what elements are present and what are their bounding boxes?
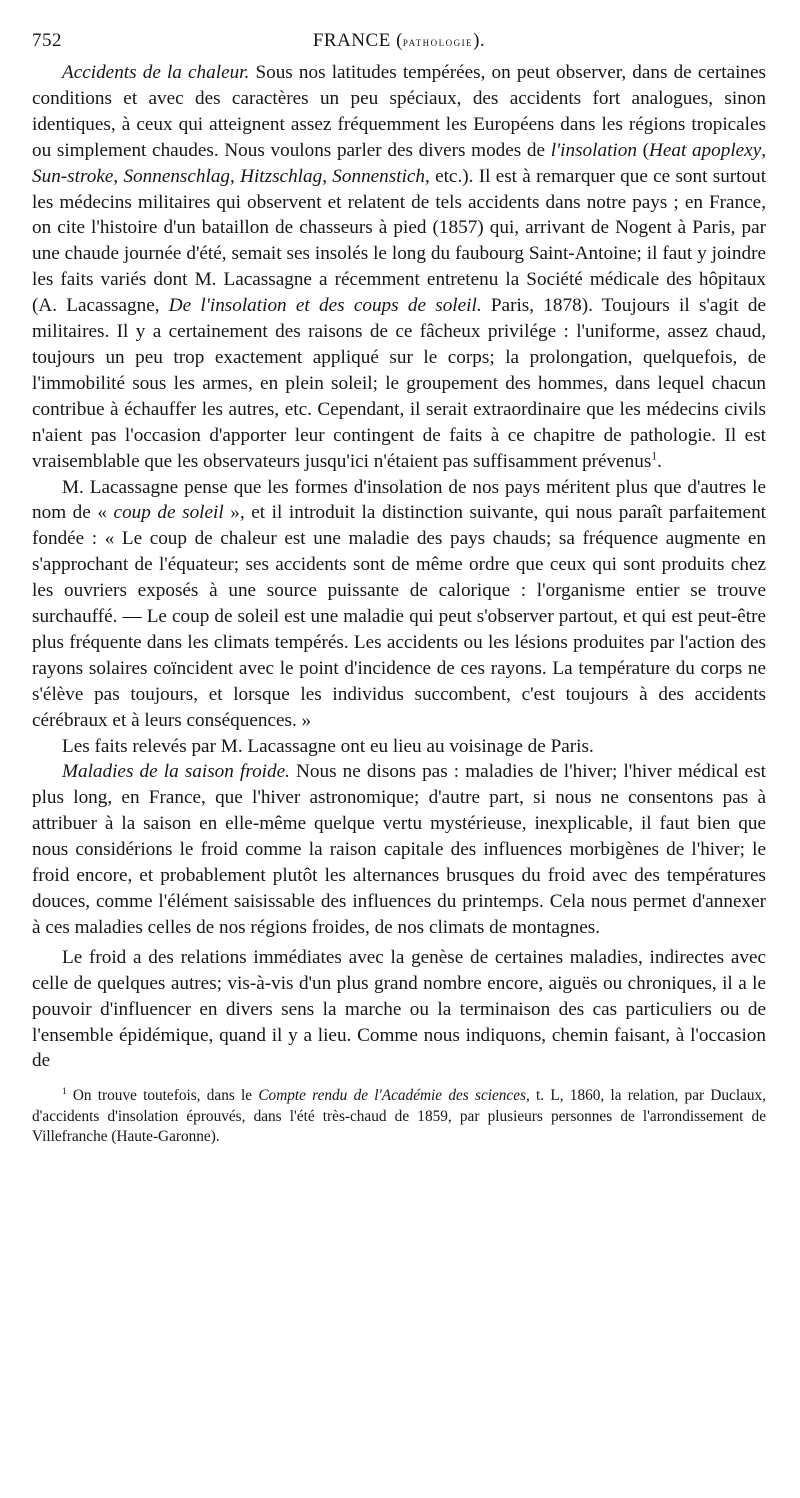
body-text bbox=[32, 60, 766, 1074]
text-run: , etc.). Il est à remarquer que ce sont surtout les médecins militaires qui observent et relatent de tels accidents dans notre pays ; en France, on cite l'histoire d'un bataillon de chasseurs à pied (1857) qui, arrivant de Nogent à Paris, par une chaude journée d'été, semait ses insolés le long du faubourg Saint-Antoine; il faut y joindre les faits variés dont M. Lacassagne a récemment entretenu la Société médicale des hôpitaux (A. Lacassagne, bbox=[32, 165, 767, 317]
footnote-marker: 1 bbox=[62, 1086, 67, 1097]
italic-run: Sonnenstich bbox=[332, 165, 426, 187]
italic-run: De l'insolation et des coups de soleil. bbox=[168, 295, 482, 317]
footnote bbox=[32, 1086, 766, 1148]
paragraph-heat-accidents bbox=[32, 60, 766, 475]
section-heading-heat: Accidents de la chaleur. bbox=[62, 62, 250, 83]
page-number: 752 bbox=[32, 30, 62, 51]
section-heading-cold: Maladies de la saison froide. bbox=[62, 761, 290, 783]
text-run: , bbox=[230, 165, 241, 187]
italic-run: coup de soleil bbox=[113, 502, 224, 524]
paragraph-faits bbox=[32, 734, 766, 760]
paragraph-froid bbox=[32, 945, 766, 1075]
text-run: , bbox=[322, 165, 333, 187]
text-run: , t. L, 1860, la relation, par Duclaux, d'accidents d'insolation éprouvés, dans l'été très-chaud de 1859, par plusieurs personnes de l'arrondissement de Villefranche (Haute-Garonne). bbox=[32, 1087, 766, 1146]
text-run: Les faits relevés par M. Lacassagne ont eu lieu au voisinage de Paris. bbox=[62, 735, 594, 757]
italic-run: Sun-stroke bbox=[32, 165, 114, 187]
text-run: Sous nos latitudes tempérées, on peut observer, dans de certaines conditions et avec des caractères un peu spéciaux, des accidents fort analogues, sinon identiques, à ceux qui atteignent assez fréquemment les Européens dans les régions tropicales ou simplement chaudes. Nous voulons parler des divers modes de bbox=[32, 62, 766, 161]
header-title-open: ( bbox=[396, 30, 403, 51]
italic-run: l'insolation bbox=[550, 139, 637, 161]
text-run: Le froid a des relations immédiates avec la genèse de certaines maladies, indirectes avec celle de quelques autres; vis-à-vis d'un plus grand nombre encore, aiguës ou chroniques, il a le pouvoir d'influencer en divers sens la marche ou la terminaison des cas particuliers ou de l'ensemble épidémique, quand il y a lieu. Comme nous indiquons, chemin faisant, à l'occasion de bbox=[32, 946, 766, 1072]
italic-run: Hitzschlag bbox=[240, 165, 323, 187]
text-run: . bbox=[657, 450, 662, 472]
italic-run: Sonnenschlag bbox=[123, 165, 231, 187]
paragraph-lacassagne bbox=[32, 475, 766, 734]
text-run: , bbox=[113, 165, 124, 187]
text-run: M. Lacassagne pense que les formes d'insolation de nos pays méritent plus que d'autres le nom de « bbox=[32, 476, 766, 524]
italic-run: Compte rendu de l'Académie des sciences bbox=[258, 1087, 526, 1105]
text-run: On trouve toutefois, dans le bbox=[66, 1087, 259, 1105]
text-run: , bbox=[761, 139, 767, 161]
header-title-sub: pathologie bbox=[402, 35, 474, 49]
text-run: », et il introduit la distinction suivante, qui nous paraît parfaitement fondée : « Le coup de chaleur est une maladie des pays chauds; sa fréquence augmente en s'approchant de l'équateur; ses accidents sont de même ordre que ceux qui sont produits chez les ouvriers exposés à une source puissante de calorique : l'organisme entier se trouve surchauffé. — Le coup de soleil est une maladie qui peut s'observer partout, et qui est peut-être plus fréquente dans les climats tempérés. Les accidents ou les lésions produites par l'action des rayons solaires coïncident avec le point d'incidence de ces rayons. La température du corps ne s'élève pas toujours, et lorsque les individus succombent, c'est toujours à des accidents cérébraux et à leurs conséquences. » bbox=[32, 502, 766, 731]
running-head bbox=[32, 30, 766, 60]
text-run: Nous ne disons pas : maladies de l'hiver; l'hiver médical est plus long, en France, que l'hiver astronomique; d'autre part, si nous ne consentons pas à attribuer à la saison en elle-même quelque vertu mystérieuse, inexplicable, il faut bien que nous considérions le froid comme la raison capitale des influences morbigènes de l'hiver; le froid encore, et probablement plutôt les alternances brusques du froid avec des températures douces, comme l'élément saisissable des influences du printemps. Cela nous permet d'annexer à ces maladies celles de nos régions froides, de nos climats de montagnes. bbox=[32, 761, 766, 938]
header-title-close: ). bbox=[473, 30, 486, 51]
footnote-reference: 1 bbox=[651, 450, 658, 463]
header-title bbox=[32, 30, 766, 52]
text-run: ( bbox=[636, 139, 649, 161]
paragraph-cold-season bbox=[32, 759, 766, 940]
text-run: Paris, 1878). Toujours il s'agit de militaires. Il y a certainement des raisons de ce fâcheux privilége : l'uniforme, assez chaud, toujours un peu trop exactement appliqué sur le corps; la prolongation, quelquefois, de l'immobilité sous les armes, en plein soleil; le groupement des hommes, dans lequel chacun contribue à échauffer les autres, etc. Cependant, il serait extraordinaire que les médecins civils n'aient pas l'occasion d'apporter leur contingent de faits à ce chapitre de pathologie. Il est vraisemblable que les observateurs jusqu'ici n'étaient pas suffisamment prévenus bbox=[32, 295, 767, 472]
header-title-main: FRANCE bbox=[312, 30, 391, 51]
italic-run: Heat apoplexy bbox=[648, 139, 762, 161]
